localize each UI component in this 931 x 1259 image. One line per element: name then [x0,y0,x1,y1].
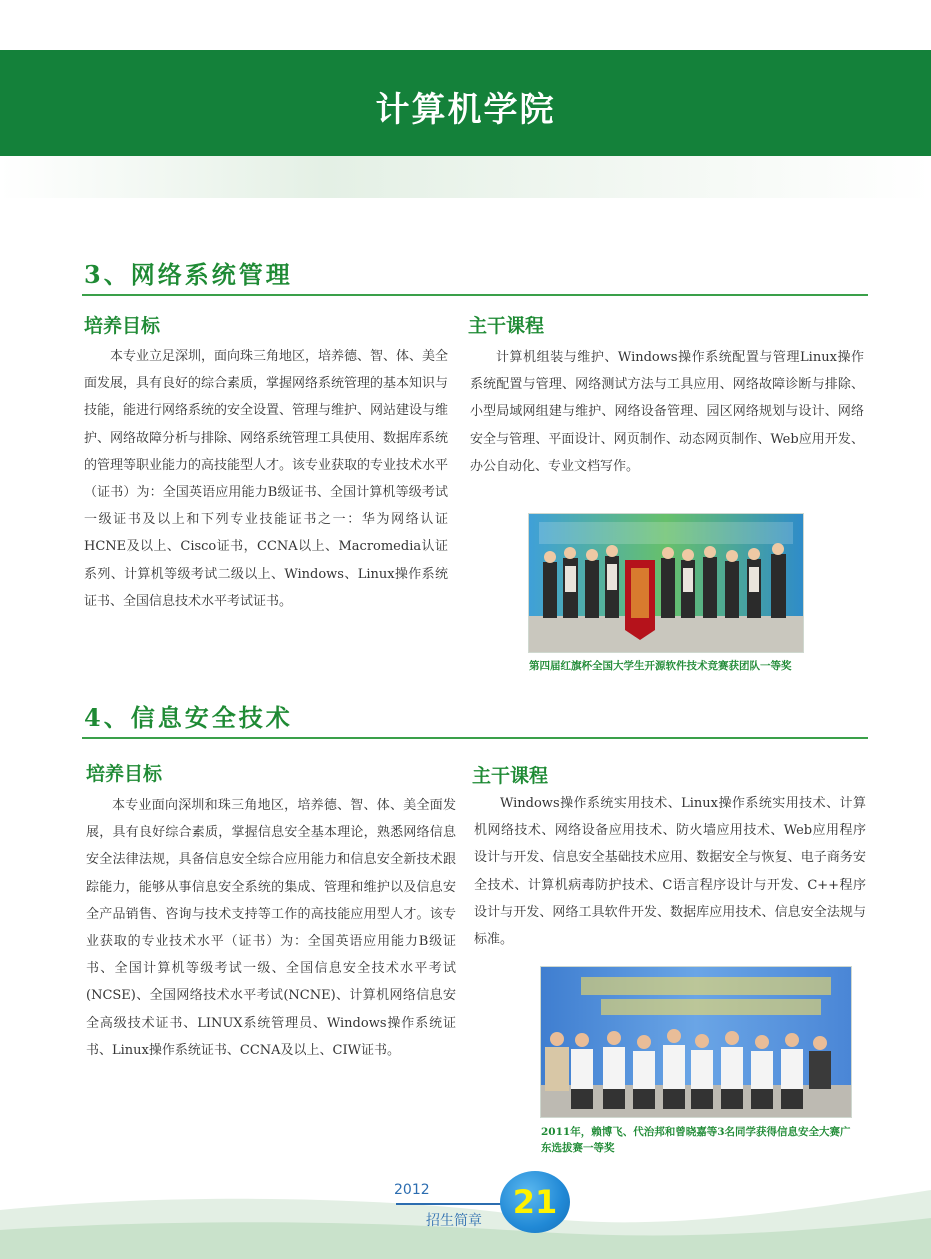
goal-text: 本专业立足深圳，面向珠三角地区，培养德、智、体、美全面发展，具有良好的综合素质，掌握网络系统管理的基本知识与技能，能进行网络系统的安全设置、管理与维护、网站建设与维护、网络故障分析与排除、网络系统管理工具使用、数据库系统的管理等职业能力的高技能型人才。该专业获取的专业技术水平（证书）为：全国英语应用能力B级证书、全国计算机等级考试一级证书及以上和下列专业技能证书之一：华为网络认证HCNE及以上、Cisco证书，CCNA以上、Macromedia认证系列、计算机等级考试二级以上、Windows、Linux操作系统证书、全国信息技术水平考试证书。 [84,349,449,609]
section-title-network: 3、网络系统管理 [84,260,293,289]
section-rule [82,294,868,296]
course-heading: 主干课程 [468,315,545,337]
award-photo-illustration [529,514,803,652]
goal-heading: 培养目标 [86,763,163,785]
footer-divider [396,1203,508,1205]
page-title: 计算机学院 [375,90,556,130]
course-text: 计算机组装与维护、Windows操作系统配置与管理Linux操作系统配置与管理、网络测试方法与工具应用、网络故障诊断与排除、小型局域网组建与维护、网络设备管理、园区网络规划与设计、网络安全与管理、平面设计、网页制作、动态网页制作、Web应用开发、办公自动化、专业文档写作。 [470,350,864,474]
course-text: Windows操作系统实用技术、Linux操作系统实用技术、计算机网络技术、网络设备应用技术、防火墙应用技术、Web应用程序设计与开发、信息安全基础技术应用、数据安全与恢复、电子商务安全技术、计算机病毒防护技术、C语言程序设计与开发、C++程序设计与开发、网络工具软件开发、数据库应用技术、信息安全法规与标准。 [474,796,866,948]
footer-year: 2012 [394,1182,430,1198]
section-rule [82,737,868,739]
header-fade [0,156,931,198]
contest-photo [540,966,852,1118]
section-title-security: 4、信息安全技术 [84,703,293,732]
contest-photo-caption: 2011年，赖博飞、代治邦和曾晓嘉等3名同学获得信息安全大赛广东选拔赛一等奖 [541,1126,851,1154]
goal-text: 本专业面向深圳和珠三角地区，培养德、智、体、美全面发展，具有良好综合素质，掌握信息安全基本理论，熟悉网络信息安全法律法规，具备信息安全综合应用能力和信息安全新技术跟踪能力，能够从事信息安全系统的集成、管理和维护以及信息安全产品销售、咨询与技术支持等工作的高技能应用型人才。该专业获取的专业技术水平（证书）为：全国英语应用能力B级证书、全国计算机等级考试一级、全国信息安全技术水平考试(NCSE)、全国网络技术水平考试(NCNE)、计算机网络信息安全高级技术证书、LINUX系统管理员、Windows操作系统证书、Linux操作系统证书、CCNA及以上、CIW证书。 [86,798,456,1058]
award-photo [528,513,804,653]
goal-heading: 培养目标 [84,315,161,337]
page-number: 21 [500,1171,570,1233]
course-heading: 主干课程 [472,765,549,787]
contest-photo-illustration [541,967,851,1117]
award-photo-caption: 第四届红旗杯全国大学生开源软件技术竞赛获团队一等奖 [529,660,792,672]
footer-guide: 招生简章 [426,1213,482,1229]
